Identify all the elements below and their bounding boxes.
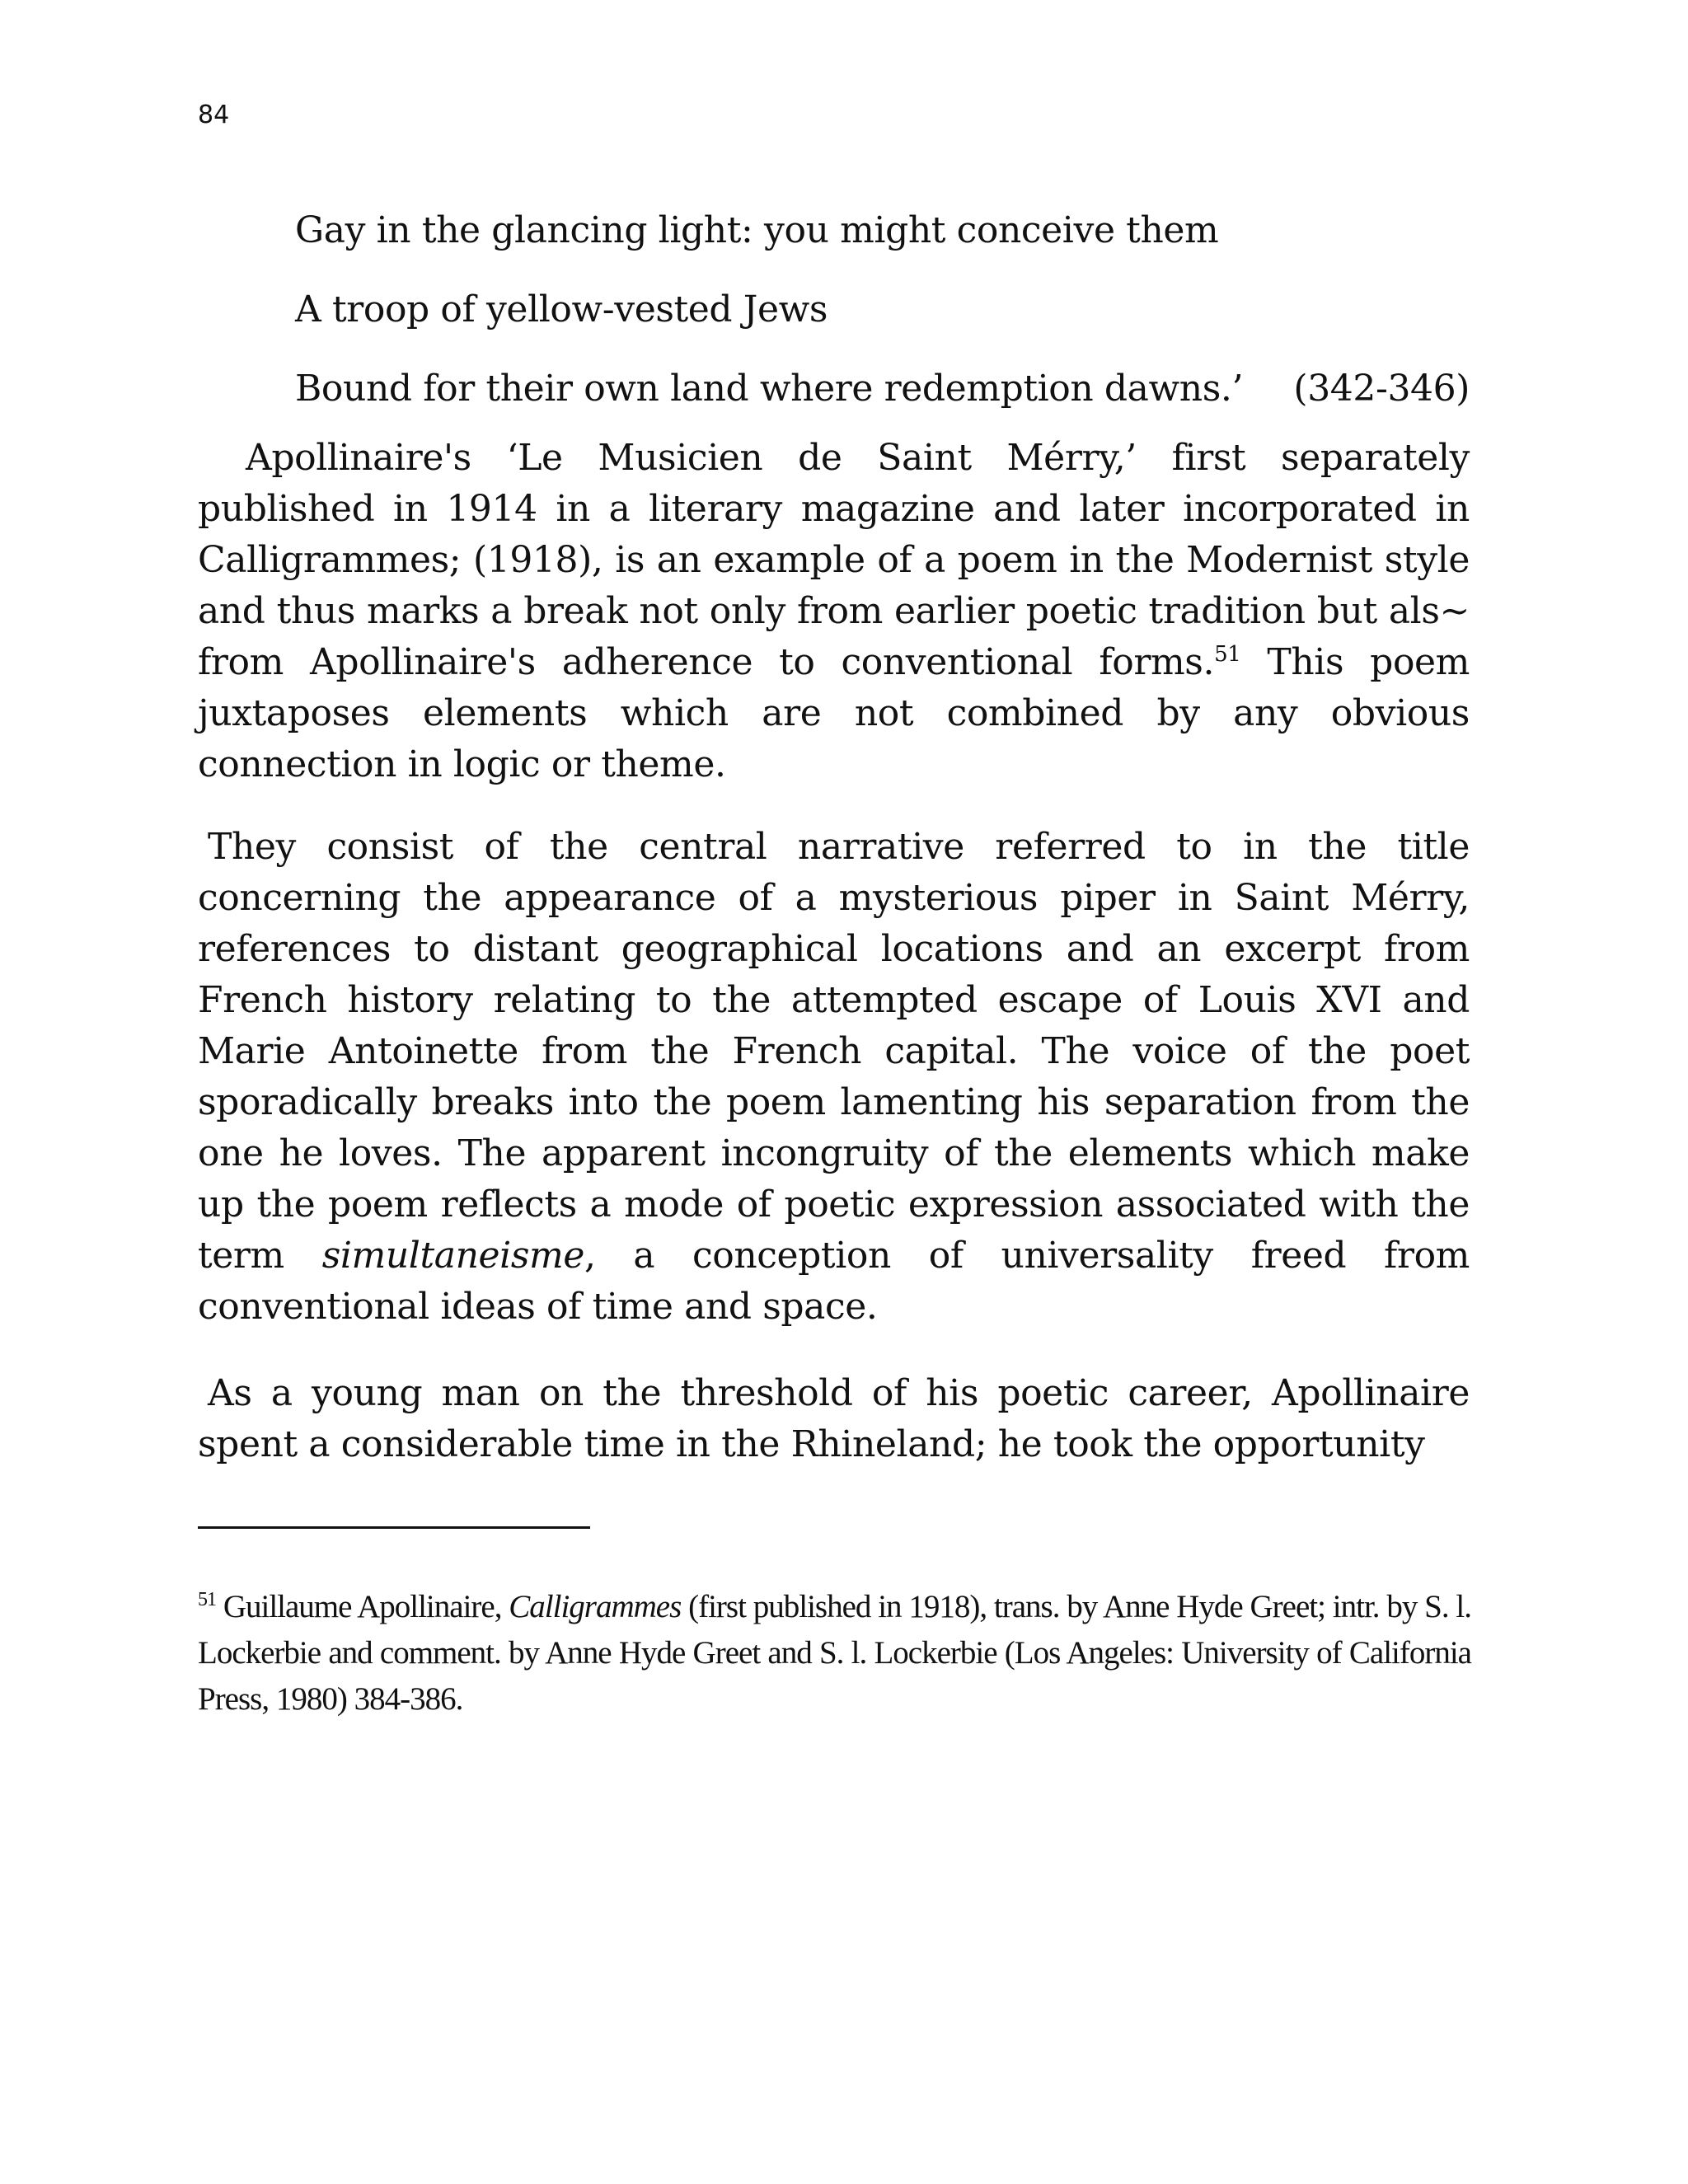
footnote-number: 51	[198, 1589, 216, 1610]
verse-line: Gay in the glancing light: you might conceive them	[295, 209, 1219, 251]
paragraph-text: As a young man on the threshold of his poetic career, Apollinaire spent a considerable time in the Rhineland; he took the opportunity	[198, 1372, 1470, 1465]
verse-line	[295, 349, 1470, 429]
verse-quotation	[295, 191, 1474, 429]
verse-line: A troop of yellow-vested Jews	[295, 288, 828, 330]
footnote-reference[interactable]: 51	[1214, 642, 1241, 667]
italic-term: simultaneisme	[321, 1235, 584, 1277]
footnote	[198, 1584, 1471, 1722]
body-paragraph	[198, 822, 1470, 1333]
page-number: 84	[198, 101, 230, 129]
footnote-text: Guillaume Apollinaire,	[216, 1589, 509, 1624]
verse-line-text: Bound for their own land where redemption dawns.’	[295, 368, 1244, 410]
paragraph-text: This poem juxtaposes elements which are not combined by any obvious connection in logic or theme.	[198, 641, 1470, 785]
paragraph-text: Apollinaire's ‘Le Musicien de Saint Mérry,’ first separately published in 1914 in a literary magazine and later incorporated in Calligrammes; (1918), is an example of a poem in the Modernist style and thus marks a break not only from earlier poetic tradition but als~ from Apollinaire's adherence to conventional forms.	[198, 437, 1470, 683]
paragraph-text: They consist of the central narrative referred to in the title concerning the appearance of a mysterious piper in Saint Mérry, references to distant geographical locations and an excerpt from French history relating to the attempted escape of Louis XVI and Marie Antoinette from the French capital. The voice of the poet sporadically breaks into the poem lamenting his separation from the one he loves. The apparent incongruity of the elements which make up the poem reflects a mode of poetic expression associated with the term	[198, 826, 1470, 1277]
body-paragraph	[198, 433, 1470, 790]
footnote-title: Calligrammes	[509, 1589, 682, 1624]
paragraph-text: , a conception of universality freed from conventional ideas of time and space.	[198, 1235, 1470, 1328]
body-paragraph	[198, 1368, 1470, 1470]
footnote-text: (first published in 1918), trans. by Anne Hyde Greet; intr. by S. l. Lockerbie and comment. by Anne Hyde Greet and S. l. Lockerbie (Los Angeles: University of California Press, 1980) 384-386.	[198, 1589, 1471, 1717]
line-reference: (342-346)	[1293, 368, 1470, 410]
footnote-separator	[198, 1526, 590, 1529]
